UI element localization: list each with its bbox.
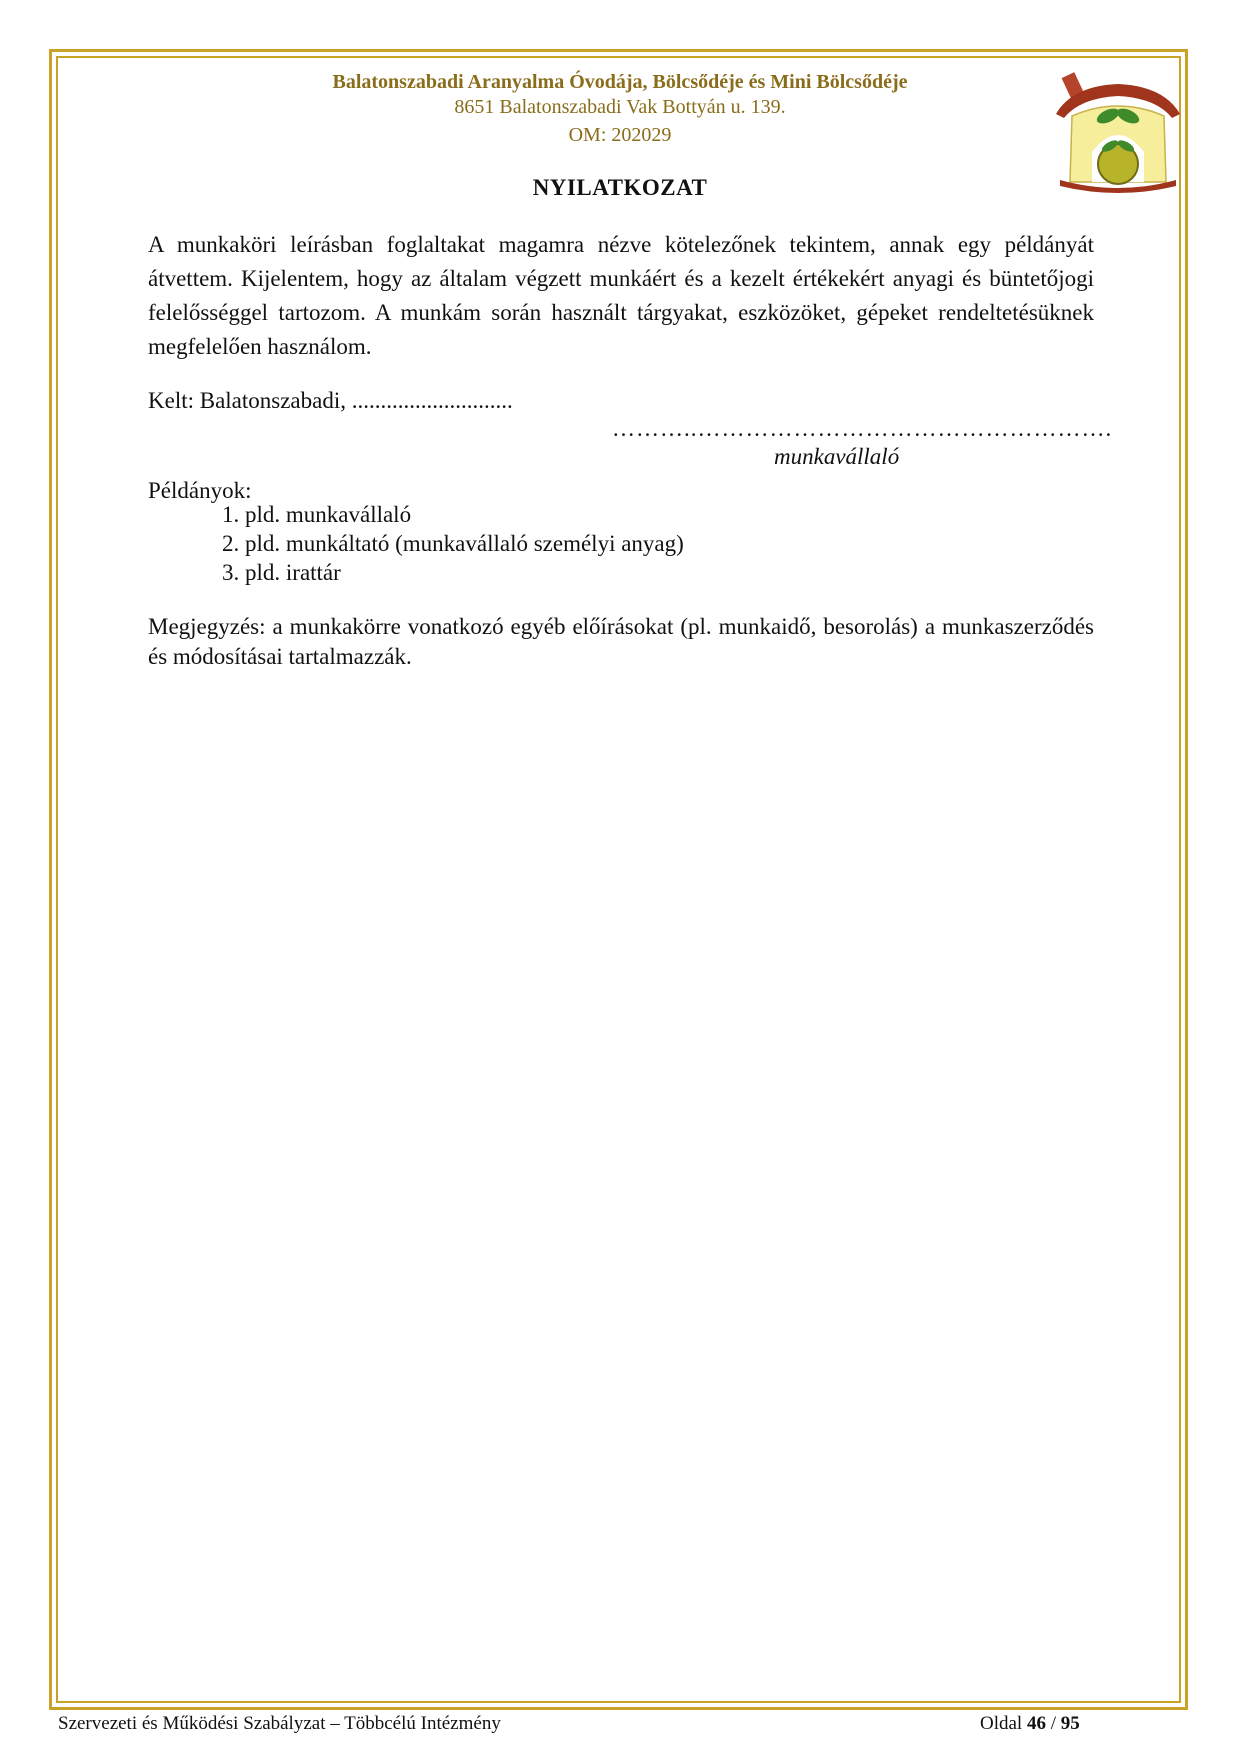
page-separator: /	[1050, 1713, 1056, 1734]
signature-label: munkavállaló	[774, 444, 900, 469]
date-place-line: Kelt: Balatonszabadi, ............................	[148, 388, 513, 413]
page-current: 46	[1026, 1713, 1046, 1734]
document-title: NYILATKOZAT	[532, 175, 708, 200]
footer-document-title: Szervezeti és Működési Szabályzat – Többcélú Intézmény	[58, 1713, 501, 1734]
list-item: 2. pld. munkáltató (munkavállaló személyi anyag)	[222, 531, 684, 556]
footer-page-number	[980, 1713, 1080, 1735]
institution-name: Balatonszabadi Aranyalma Óvodája, Bölcsődéje és Mini Bölcsődéje	[332, 71, 908, 93]
copies-heading: Példányok:	[148, 478, 252, 503]
list-item: 3. pld. irattár	[222, 560, 341, 585]
page-label: Oldal	[980, 1713, 1023, 1734]
copies-list	[222, 500, 684, 587]
declaration-paragraph: A munkaköri leírásban foglaltakat magamra nézve kötelezőnek tekintem, annak egy példányát átvettem. Kijelentem, hogy az általam végzett munkáért és a kezelt értékekért anyagi és büntetőjogi felelősséggel tartozom. A munkám során használt tárgyakat, eszközöket, gépeket rendeltetésüknek megfelelően használom.	[148, 232, 1094, 359]
list-item: 1. pld. munkavállaló	[222, 502, 412, 527]
signature-line: ………..…………………………………………….	[612, 416, 1113, 441]
note-paragraph: Megjegyzés: a munkakörre vonatkozó egyéb előírásokat (pl. munkaidő, besorolás) a munkaszerződés és módosításai tartalmazzák.	[148, 614, 1094, 669]
page-total: 95	[1060, 1713, 1080, 1734]
institution-om: OM: 202029	[568, 124, 672, 146]
institution-address: 8651 Balatonszabadi Vak Bottyán u. 139.	[454, 96, 786, 118]
